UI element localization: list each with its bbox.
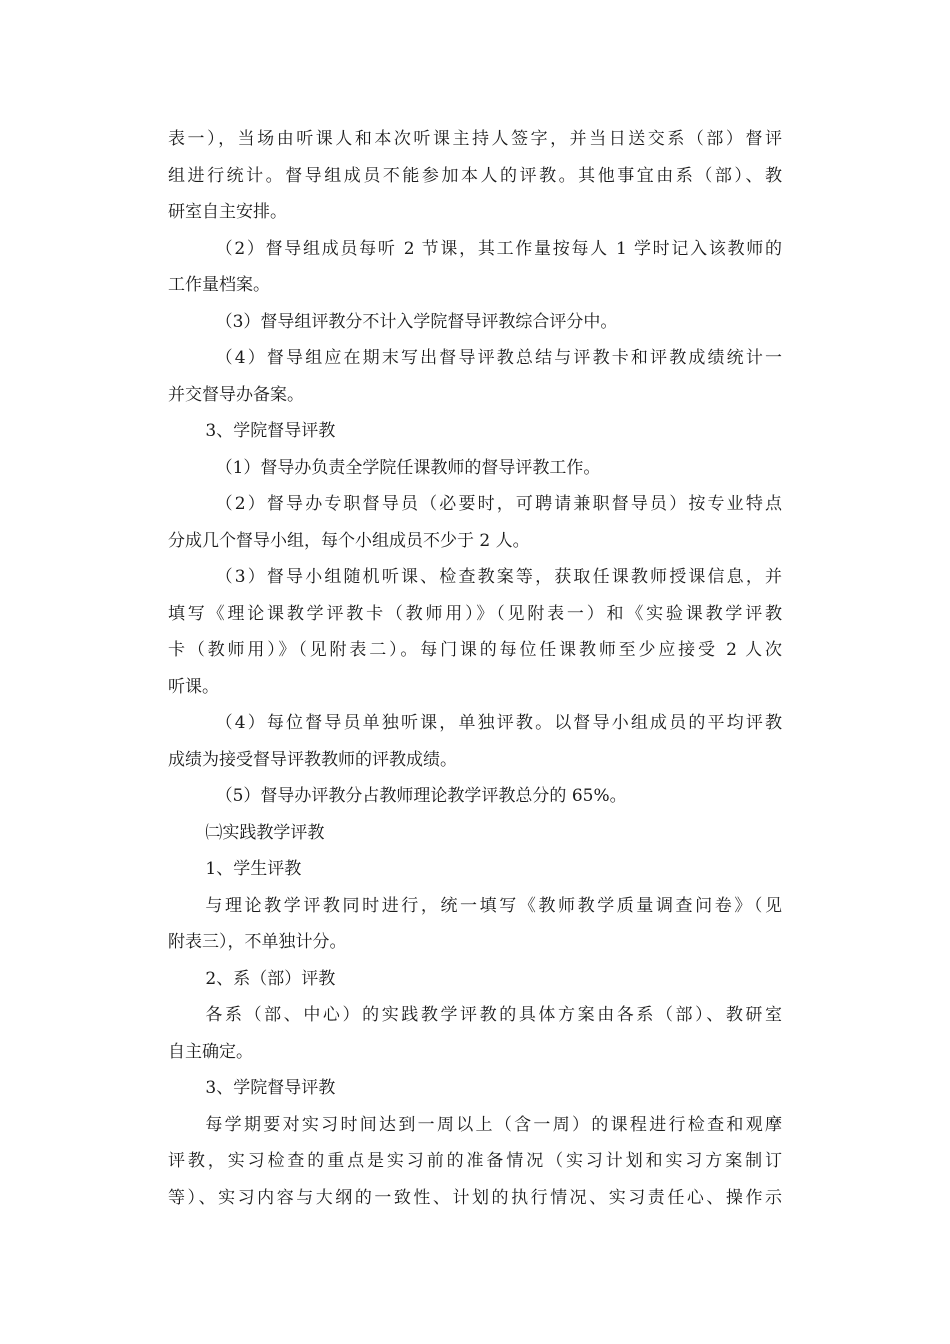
text-line: （2）督导组成员每听 2 节课，其工作量按每人 1 学时记入该教师的: [215, 238, 782, 259]
text-line: 听课。: [168, 676, 219, 697]
text-line: 1、学生评教: [205, 859, 302, 879]
text-line: （5）督导办评教分占教师理论教学评教总分的 65%。: [215, 786, 627, 806]
text-line: 自主确定。: [168, 1041, 253, 1062]
text-line: ㈡实践教学评教: [205, 822, 325, 843]
text-line: 工作量档案。: [168, 275, 270, 295]
paragraph-p5: [168, 413, 782, 450]
text-line: 3、学院督导评教: [205, 421, 336, 441]
paragraph-p12: [168, 851, 782, 888]
paragraph-p16: [168, 1070, 782, 1107]
text-line: 附表三），不单独计分。: [168, 932, 347, 952]
text-line: 卡（教师用）》（见附表二）。每门课的每位任课教师至少应接受 2 人次: [168, 640, 782, 660]
text-line: 并交督导办备案。: [168, 384, 304, 405]
text-line: 每学期要对实习时间达到一周以上（含一周）的课程进行检查和观摩: [205, 1114, 782, 1135]
text-line: 研室自主安排。: [168, 202, 287, 222]
text-line: 组进行统计。督导组成员不能参加本人的评教。其他事宜由系（部）、教: [168, 165, 782, 186]
paragraph-p8: [168, 559, 782, 705]
paragraph-p13: [168, 888, 782, 961]
text-line: 评教，实习检查的重点是实习前的准备情况（实习计划和实习方案制订: [168, 1151, 782, 1171]
text-line: （3）督导组评教分不计入学院督导评教综合评分中。: [215, 311, 618, 332]
text-line: 2、系（部）评教: [205, 968, 336, 989]
text-line: 3、学院督导评教: [205, 1078, 336, 1098]
paragraph-p4: [168, 340, 782, 413]
paragraph-p11: [168, 815, 782, 852]
text-line: 分成几个督导小组，每个小组成员不少于 2 人。: [168, 530, 530, 551]
paragraph-p3: [168, 304, 782, 341]
text-line: （1）督导办负责全学院任课教师的督导评教工作。: [215, 457, 601, 478]
text-line: （4）每位督导员单独听课，单独评教。以督导小组成员的平均评教: [215, 713, 782, 733]
paragraph-p17: [168, 1107, 782, 1217]
paragraph-p14: [168, 961, 782, 998]
text-line: 等）、实习内容与大纲的一致性、计划的执行情况、实习责任心、操作示: [168, 1187, 782, 1208]
text-line: 各系（部、中心）的实践教学评教的具体方案由各系（部）、教研室: [205, 1005, 782, 1025]
paragraph-p6: [168, 450, 782, 487]
text-line: （2）督导办专职督导员（必要时，可聘请兼职督导员）按专业特点: [215, 494, 782, 514]
paragraph-p2: [168, 231, 782, 304]
text-line: 填写《理论课教学评教卡（教师用）》（见附表一）和《实验课教学评教: [168, 603, 782, 624]
text-line: 表一），当场由听课人和本次听课主持人签字，并当日送交系（部）督评: [168, 129, 782, 149]
paragraph-p10: [168, 778, 782, 815]
document-body: [168, 121, 782, 1216]
paragraph-p7: [168, 486, 782, 559]
text-line: 成绩为接受督导评教教师的评教成绩。: [168, 749, 457, 770]
paragraph-p9: [168, 705, 782, 778]
paragraph-p1: [168, 121, 782, 231]
text-line: （3）督导小组随机听课、检查教案等，获取任课教师授课信息，并: [215, 567, 782, 587]
paragraph-p15: [168, 997, 782, 1070]
text-line: 与理论教学评教同时进行，统一填写《教师教学质量调查问卷》（见: [205, 895, 782, 916]
text-line: （4）督导组应在期末写出督导评教总结与评教卡和评教成绩统计一: [215, 348, 782, 368]
